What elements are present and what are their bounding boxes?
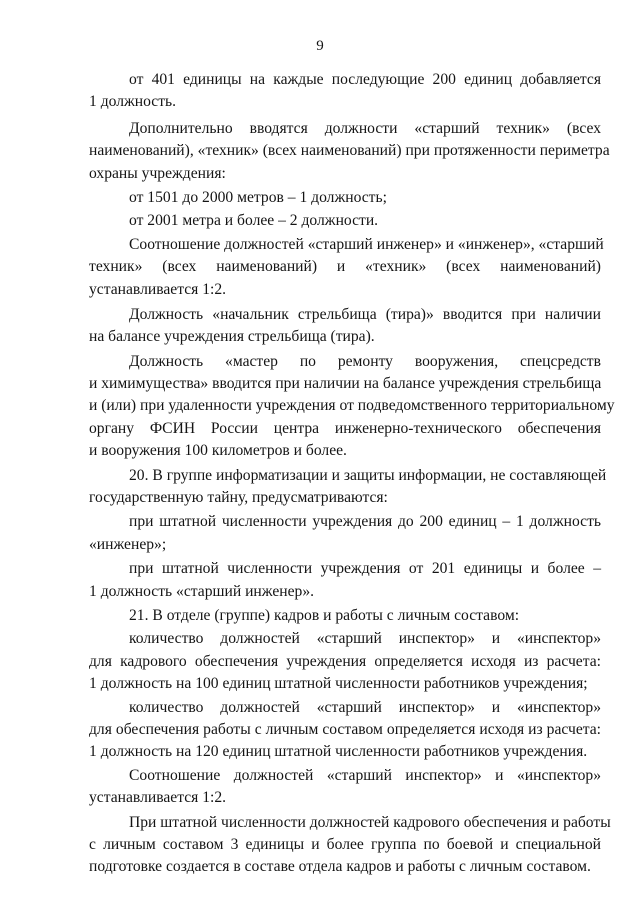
- text-line: 1 должность на 100 единиц штатной численности работников учреждения;: [89, 675, 588, 693]
- text-line: для кадрового обеспечения учреждения определяется исходя из расчета:: [89, 652, 601, 670]
- document-body: [89, 69, 615, 879]
- text-line: 20. В группе информатизации и защиты информации, не составляющей: [129, 466, 607, 484]
- text-line: количество должностей «старший инспектор» и «инспектор»: [129, 698, 601, 716]
- text-line: для обеспечения работы с личным составом определяется исходя из расчета:: [89, 720, 601, 738]
- text-line: при штатной численности учреждения до 200 единиц – 1 должность: [129, 513, 601, 531]
- text-line: Дополнительно вводятся должности «старший техник» (всех: [129, 119, 601, 137]
- text-line: 1 должность «старший инженер».: [89, 582, 315, 600]
- text-line: «инженер»;: [89, 535, 167, 553]
- text-line: от 2001 метра и более – 2 должности.: [129, 212, 379, 230]
- text-line: и (или) при удаленности учреждения от подведомственного территориальному: [89, 397, 615, 415]
- text-line: при штатной численности учреждения от 201 единицы и более –: [129, 560, 601, 578]
- text-line: 1 должность на 120 единиц штатной численности работников учреждения.: [89, 743, 588, 761]
- text-line: с личным составом 3 единицы и более группа по боевой и специальной: [89, 835, 601, 853]
- text-line: на балансе учреждения стрельбища (тира).: [89, 328, 375, 346]
- text-line: устанавливается 1:2.: [89, 280, 227, 298]
- text-line: Должность «начальник стрельбища (тира)» вводится при наличии: [129, 305, 601, 323]
- text-line: Соотношение должностей «старший инспектор» и «инспектор»: [129, 766, 601, 784]
- text-line: от 401 единицы на каждые последующие 200 единиц добавляется: [129, 71, 601, 88]
- text-line: и вооружения 100 километров и более.: [89, 442, 347, 460]
- text-line: от 1501 до 2000 метров – 1 должность;: [129, 188, 387, 206]
- text-line: наименований), «техник» (всех наименований) при протяженности периметра: [89, 142, 610, 160]
- text-line: Должность «мастер по ремонту вооружения, спецсредств: [129, 352, 601, 370]
- text-line: количество должностей «старший инспектор» и «инспектор»: [129, 630, 601, 648]
- text-line: подготовке создается в составе отдела кадров и работы с личным составом.: [89, 858, 591, 876]
- text-line: государственную тайну, предусматриваются:: [89, 489, 388, 507]
- text-line: 21. В отделе (группе) кадров и работы с личным составом:: [129, 606, 520, 624]
- text-line: 1 должность.: [89, 93, 177, 111]
- page-number: 9: [316, 38, 324, 54]
- text-line: При штатной численности должностей кадрового обеспечения и работы: [129, 813, 611, 831]
- text-line: устанавливается 1:2.: [89, 789, 227, 807]
- text-line: Соотношение должностей «старший инженер» и «инженер», «старший: [129, 235, 604, 253]
- text-line: и химимущества» вводится при наличии на балансе учреждения стрельбища: [89, 375, 602, 393]
- text-line: органу ФСИН России центра инженерно-технического обеспечения: [89, 419, 601, 437]
- text-line: охраны учреждения:: [89, 164, 226, 182]
- text-line: техник» (всех наименований) и «техник» (всех наименований): [89, 258, 601, 276]
